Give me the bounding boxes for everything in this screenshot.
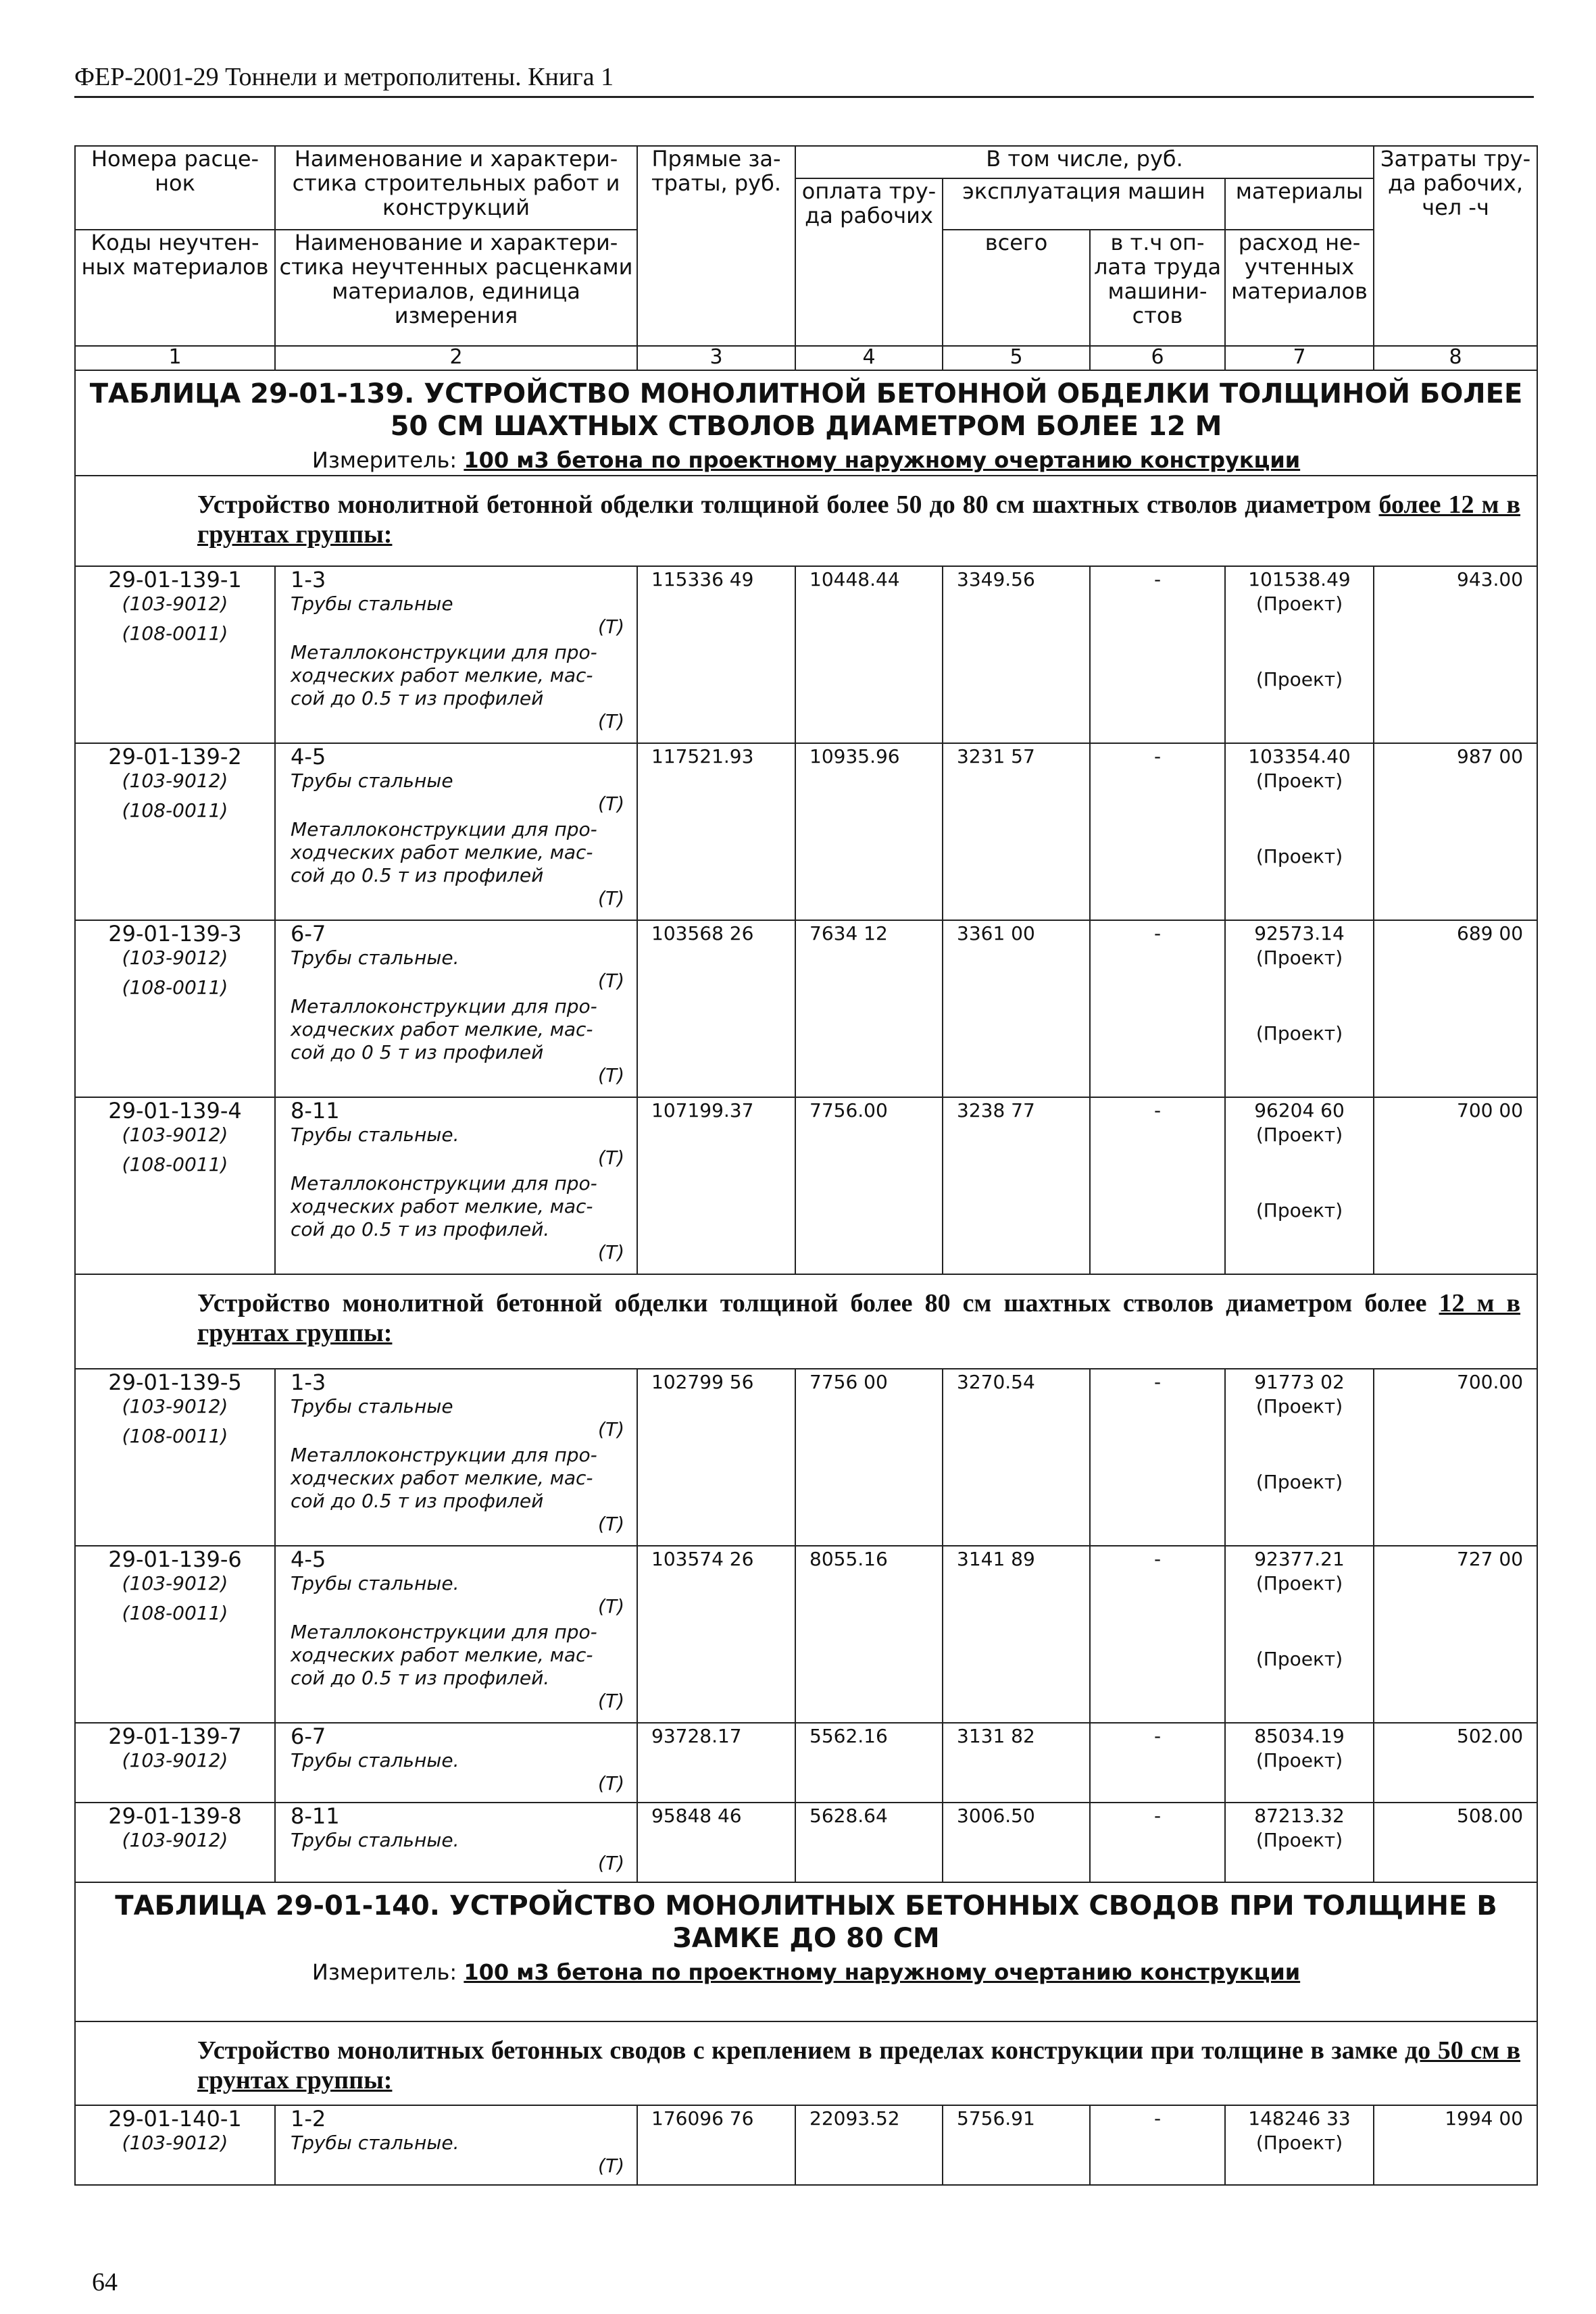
- material-name: Трубы стальные: [291, 593, 453, 615]
- rate-code: 29-01-139-1: [108, 567, 242, 593]
- group-title-cell: [75, 476, 1537, 566]
- group-title-main: Устройство монолитной бетонной обделки толщиной более 50 до 80 см шахтных стволов диаметром: [197, 491, 1372, 519]
- material-code: (103-9012): [122, 1749, 228, 1771]
- material-consumption: (Проект): [1255, 1124, 1343, 1146]
- labor-cost: 22093.52: [795, 2105, 943, 2185]
- group-title-row: [75, 1274, 1537, 1369]
- material-unit: (Т): [598, 1852, 624, 1874]
- table-title: ТАБЛИЦА 29-01-139. УСТРОЙСТВО МОНОЛИТНОЙ БЕТОННОЙ ОБДЕЛКИ ТОЛЩИНОЙ БОЛЕЕ 50 СМ ШАХТНЫХ СТВОЛОВ ДИАМЕТРОМ БОЛЕЕ 12 М: [89, 378, 1523, 442]
- material-code: (108-0011): [122, 799, 228, 822]
- material-unit: (Т): [598, 1595, 624, 1617]
- header-col5: всего: [943, 230, 1090, 346]
- machine-cost-total: 3349.56: [943, 566, 1090, 743]
- material-name: Металлоконструкции для про-ходческих работ мелкие, мас-сой до 0.5 т из профилей.: [291, 1621, 597, 1689]
- material-consumption: (Проект): [1255, 2132, 1343, 2154]
- machine-operator-labor: -: [1090, 1097, 1225, 1274]
- machine-operator-labor: -: [1090, 1803, 1225, 1882]
- rate-name: 6-7: [291, 1724, 326, 1749]
- labor-cost: 7756 00: [795, 1369, 943, 1546]
- material-code: (103-9012): [122, 2132, 228, 2154]
- materials-cost: 148246 33: [1248, 2107, 1351, 2130]
- material-unit: (Т): [598, 1418, 624, 1440]
- material-unit: (Т): [598, 615, 624, 638]
- table-title-row: [75, 1882, 1537, 2021]
- material-code: (108-0011): [122, 1602, 228, 1624]
- column-number: 7: [1225, 346, 1374, 370]
- direct-cost: 176096 76: [637, 2105, 795, 2185]
- group-title-cell: [75, 1274, 1537, 1369]
- group-title-tail: 12 м в грунтах группы:: [197, 1289, 1521, 1347]
- group-title: [197, 1288, 1520, 1348]
- machine-operator-labor: -: [1090, 2105, 1225, 2185]
- column-number: 1: [75, 346, 275, 370]
- group-title-row: [75, 476, 1537, 566]
- material-code: (108-0011): [122, 1153, 228, 1176]
- rate-name-cell: [275, 566, 637, 743]
- table-row: [75, 1546, 1537, 1723]
- material-name: Металлоконструкции для про-ходческих работ мелкие, мас-сой до 0.5 т из профилей: [291, 1444, 597, 1512]
- column-numbers-row: [75, 346, 1537, 370]
- direct-cost: 103568 26: [637, 920, 795, 1097]
- labor-cost: 10935.96: [795, 743, 943, 920]
- material-unit: (Т): [598, 1772, 624, 1794]
- material-consumption: (Проект): [1255, 845, 1343, 867]
- labor-hours: 1994 00: [1374, 2105, 1537, 2185]
- material-consumption: (Проект): [1255, 668, 1343, 690]
- material-unit: (Т): [598, 887, 624, 909]
- table-title-cell: [75, 1882, 1537, 2021]
- materials-cell: [1225, 1097, 1374, 1274]
- rate-name-cell: [275, 1369, 637, 1546]
- measure-line: [82, 1959, 1530, 1986]
- rate-code-cell: [75, 1097, 275, 1274]
- table-row: [75, 743, 1537, 920]
- column-number: 6: [1090, 346, 1225, 370]
- material-consumption: (Проект): [1255, 593, 1343, 615]
- measure-line: [82, 447, 1530, 474]
- material-name: Трубы стальные.: [291, 1749, 459, 1771]
- group-title-tail: более 12 м в грунтах группы:: [197, 491, 1521, 549]
- labor-cost: 5562.16: [795, 1723, 943, 1803]
- material-consumption: (Проект): [1255, 1395, 1343, 1417]
- column-number: 4: [795, 346, 943, 370]
- table-row: [75, 566, 1537, 743]
- header-materials: материалы: [1225, 178, 1374, 230]
- material-consumption: (Проект): [1255, 1572, 1343, 1594]
- header-col4: оплата тру-да рабочих: [795, 178, 943, 346]
- materials-cost: 91773 02: [1254, 1371, 1345, 1393]
- header-col3: Прямые за-траты, руб.: [637, 146, 795, 346]
- table-title-cell: [75, 370, 1537, 476]
- labor-cost: 7634 12: [795, 920, 943, 1097]
- material-unit: (Т): [598, 710, 624, 732]
- materials-cost: 87213.32: [1254, 1805, 1345, 1827]
- header-col8: Затраты тру-да рабочих, чел -ч: [1374, 146, 1537, 346]
- machine-cost-total: 5756.91: [943, 2105, 1090, 2185]
- group-title-row: [75, 2021, 1537, 2105]
- rate-code: 29-01-139-5: [108, 1369, 242, 1395]
- material-unit: (Т): [598, 1064, 624, 1086]
- material-unit: (Т): [598, 793, 624, 815]
- materials-cell: [1225, 743, 1374, 920]
- machine-cost-total: 3238 77: [943, 1097, 1090, 1274]
- material-name: Металлоконструкции для про-ходческих работ мелкие, мас-сой до 0.5 т из профилей.: [291, 1172, 597, 1240]
- materials-cell: [1225, 1369, 1374, 1546]
- material-code: (108-0011): [122, 622, 228, 645]
- rate-code-cell: [75, 1369, 275, 1546]
- header-col2-top: Наименование и характери-стика строительных работ и конструкций: [275, 146, 637, 230]
- material-name: Трубы стальные.: [291, 1572, 459, 1594]
- rate-name: 4-5: [291, 744, 326, 770]
- rate-code-cell: [75, 1546, 275, 1723]
- machine-cost-total: 3270.54: [943, 1369, 1090, 1546]
- rate-name-cell: [275, 743, 637, 920]
- header-col2-bottom: Наименование и характери-стика неучтенных расценками материалов, единица измерения: [275, 230, 637, 346]
- rate-code: 29-01-139-6: [108, 1546, 242, 1572]
- machine-operator-labor: -: [1090, 1723, 1225, 1803]
- rate-code: 29-01-139-8: [108, 1803, 242, 1829]
- material-consumption: (Проект): [1255, 1199, 1343, 1222]
- material-code: (108-0011): [122, 1425, 228, 1447]
- header-col7: расход не-учтенных материалов: [1225, 230, 1374, 346]
- machine-cost-total: 3131 82: [943, 1723, 1090, 1803]
- table-title: ТАБЛИЦА 29-01-140. УСТРОЙСТВО МОНОЛИТНЫХ БЕТОННЫХ СВОДОВ ПРИ ТОЛЩИНЕ В ЗАМКЕ ДО 80 СМ: [115, 1890, 1497, 1954]
- materials-cell: [1225, 1723, 1374, 1803]
- material-unit: (Т): [598, 2155, 624, 2177]
- machine-operator-labor: -: [1090, 920, 1225, 1097]
- direct-cost: 95848 46: [637, 1803, 795, 1882]
- header-machines: эксплуатация машин: [943, 178, 1225, 230]
- labor-cost: 8055.16: [795, 1546, 943, 1723]
- rate-name: 8-11: [291, 1803, 340, 1829]
- measure-label: Измеритель:: [311, 447, 457, 473]
- material-code: (103-9012): [122, 1395, 228, 1417]
- machine-cost-total: 3231 57: [943, 743, 1090, 920]
- rate-code-cell: [75, 1723, 275, 1803]
- rate-name-cell: [275, 920, 637, 1097]
- labor-hours: 700.00: [1374, 1369, 1537, 1546]
- material-consumption: (Проект): [1255, 1829, 1343, 1851]
- direct-cost: 115336 49: [637, 566, 795, 743]
- measure-label: Измеритель:: [311, 1959, 457, 1985]
- column-number: 3: [637, 346, 795, 370]
- materials-cost: 96204 60: [1254, 1099, 1345, 1122]
- material-consumption: (Проект): [1255, 1022, 1343, 1045]
- table-row: [75, 1369, 1537, 1546]
- rate-name: 1-2: [291, 2106, 326, 2132]
- column-number: 5: [943, 346, 1090, 370]
- rate-code: 29-01-139-4: [108, 1098, 242, 1124]
- labor-hours: 502.00: [1374, 1723, 1537, 1803]
- materials-cost: 92377.21: [1254, 1548, 1345, 1570]
- rate-code-cell: [75, 743, 275, 920]
- materials-cost: 101538.49: [1248, 568, 1351, 590]
- material-unit: (Т): [598, 970, 624, 992]
- labor-hours: 727 00: [1374, 1546, 1537, 1723]
- material-code: (103-9012): [122, 1829, 228, 1851]
- material-name: Металлоконструкции для про-ходческих работ мелкие, мас-сой до 0.5 т из профилей: [291, 818, 597, 886]
- material-name: Трубы стальные: [291, 770, 453, 792]
- rate-code-cell: [75, 1803, 275, 1882]
- material-code: (103-9012): [122, 1124, 228, 1146]
- rate-name-cell: [275, 2105, 637, 2185]
- group-title: [197, 490, 1520, 549]
- material-unit: (Т): [598, 1690, 624, 1712]
- labor-hours: 689 00: [1374, 920, 1537, 1097]
- machine-cost-total: 3006.50: [943, 1803, 1090, 1882]
- material-name: Трубы стальные.: [291, 1124, 459, 1146]
- page-number: 64: [92, 2268, 118, 2296]
- table-row: [75, 1097, 1537, 1274]
- material-name: Трубы стальные.: [291, 947, 459, 969]
- material-consumption: (Проект): [1255, 1471, 1343, 1493]
- material-code: (108-0011): [122, 976, 228, 999]
- labor-hours: 987 00: [1374, 743, 1537, 920]
- rate-code-cell: [75, 2105, 275, 2185]
- rate-code: 29-01-139-2: [108, 744, 242, 770]
- header-in-total: В том числе, руб.: [795, 146, 1374, 178]
- direct-cost: 107199.37: [637, 1097, 795, 1274]
- group-title: [197, 2036, 1520, 2095]
- rate-name-cell: [275, 1723, 637, 1803]
- material-consumption: (Проект): [1255, 1749, 1343, 1771]
- machine-operator-labor: -: [1090, 1546, 1225, 1723]
- price-table: [74, 145, 1538, 2186]
- material-code: (103-9012): [122, 593, 228, 615]
- labor-hours: 508.00: [1374, 1803, 1537, 1882]
- header-col6: в т.ч оп-лата труда машини-стов: [1090, 230, 1225, 346]
- rate-name: 8-11: [291, 1098, 340, 1124]
- materials-cell: [1225, 2105, 1374, 2185]
- rate-code: 29-01-139-7: [108, 1724, 242, 1749]
- direct-cost: 102799 56: [637, 1369, 795, 1546]
- materials-cost: 92573.14: [1254, 922, 1345, 945]
- material-unit: (Т): [598, 1241, 624, 1263]
- material-code: (103-9012): [122, 1572, 228, 1594]
- material-name: Металлоконструкции для про-ходческих работ мелкие, мас-сой до 0.5 т из профилей: [291, 641, 597, 709]
- materials-cell: [1225, 1803, 1374, 1882]
- header-col1-top: Номера расце-нок: [75, 146, 275, 230]
- rate-code: 29-01-140-1: [108, 2106, 242, 2132]
- rate-name: 6-7: [291, 921, 326, 947]
- table-row: [75, 1723, 1537, 1803]
- material-consumption: (Проект): [1255, 770, 1343, 792]
- material-unit: (Т): [598, 1513, 624, 1535]
- rate-name: 4-5: [291, 1546, 326, 1572]
- header-col1-bottom: Коды неучтен-ных материалов: [75, 230, 275, 346]
- material-name: Трубы стальные.: [291, 1829, 459, 1851]
- table-row: [75, 920, 1537, 1097]
- materials-cell: [1225, 1546, 1374, 1723]
- page-header: ФЕР-2001-29 Тоннели и метрополитены. Книга 1: [74, 62, 1534, 98]
- material-code: (103-9012): [122, 770, 228, 792]
- rate-code: 29-01-139-3: [108, 921, 242, 947]
- machine-operator-labor: -: [1090, 743, 1225, 920]
- rate-name-cell: [275, 1803, 637, 1882]
- group-title-main: Устройство монолитных бетонных сводов с креплением в пределах конструкции при толщине в замке: [197, 2036, 1398, 2065]
- group-title-main: Устройство монолитной бетонной обделки толщиной более 80 см шахтных стволов диаметром более: [197, 1289, 1427, 1317]
- labor-cost: 10448.44: [795, 566, 943, 743]
- material-unit: (Т): [598, 1147, 624, 1169]
- rate-name: 1-3: [291, 1369, 326, 1395]
- materials-cost: 103354.40: [1248, 745, 1351, 768]
- material-consumption: (Проект): [1255, 1648, 1343, 1670]
- materials-cell: [1225, 920, 1374, 1097]
- direct-cost: 117521.93: [637, 743, 795, 920]
- measure-value: 100 м3 бетона по проектному наружному очертанию конструкции: [464, 1959, 1301, 1985]
- materials-cost: 85034.19: [1254, 1725, 1345, 1747]
- machine-cost-total: 3141 89: [943, 1546, 1090, 1723]
- material-code: (103-9012): [122, 947, 228, 969]
- rate-name-cell: [275, 1097, 637, 1274]
- direct-cost: 103574 26: [637, 1546, 795, 1723]
- group-title-tail: до 50 см в грунтах группы:: [197, 2036, 1521, 2094]
- materials-cell: [1225, 566, 1374, 743]
- material-consumption: (Проект): [1255, 947, 1343, 969]
- material-name: Трубы стальные: [291, 1395, 453, 1417]
- labor-cost: 5628.64: [795, 1803, 943, 1882]
- labor-cost: 7756.00: [795, 1097, 943, 1274]
- column-number: 8: [1374, 346, 1537, 370]
- machine-cost-total: 3361 00: [943, 920, 1090, 1097]
- machine-operator-labor: -: [1090, 1369, 1225, 1546]
- labor-hours: 943.00: [1374, 566, 1537, 743]
- machine-operator-labor: -: [1090, 566, 1225, 743]
- measure-value: 100 м3 бетона по проектному наружному очертанию конструкции: [464, 447, 1301, 473]
- labor-hours: 700 00: [1374, 1097, 1537, 1274]
- table-row: [75, 2105, 1537, 2185]
- table-title-row: [75, 370, 1537, 476]
- rate-name: 1-3: [291, 567, 326, 593]
- material-name: Трубы стальные.: [291, 2132, 459, 2154]
- table-row: [75, 1803, 1537, 1882]
- rate-code-cell: [75, 566, 275, 743]
- direct-cost: 93728.17: [637, 1723, 795, 1803]
- group-title-cell: [75, 2021, 1537, 2105]
- rate-code-cell: [75, 920, 275, 1097]
- material-name: Металлоконструкции для про-ходческих работ мелкие, мас-сой до 0 5 т из профилей: [291, 995, 597, 1063]
- rate-name-cell: [275, 1546, 637, 1723]
- column-number: 2: [275, 346, 637, 370]
